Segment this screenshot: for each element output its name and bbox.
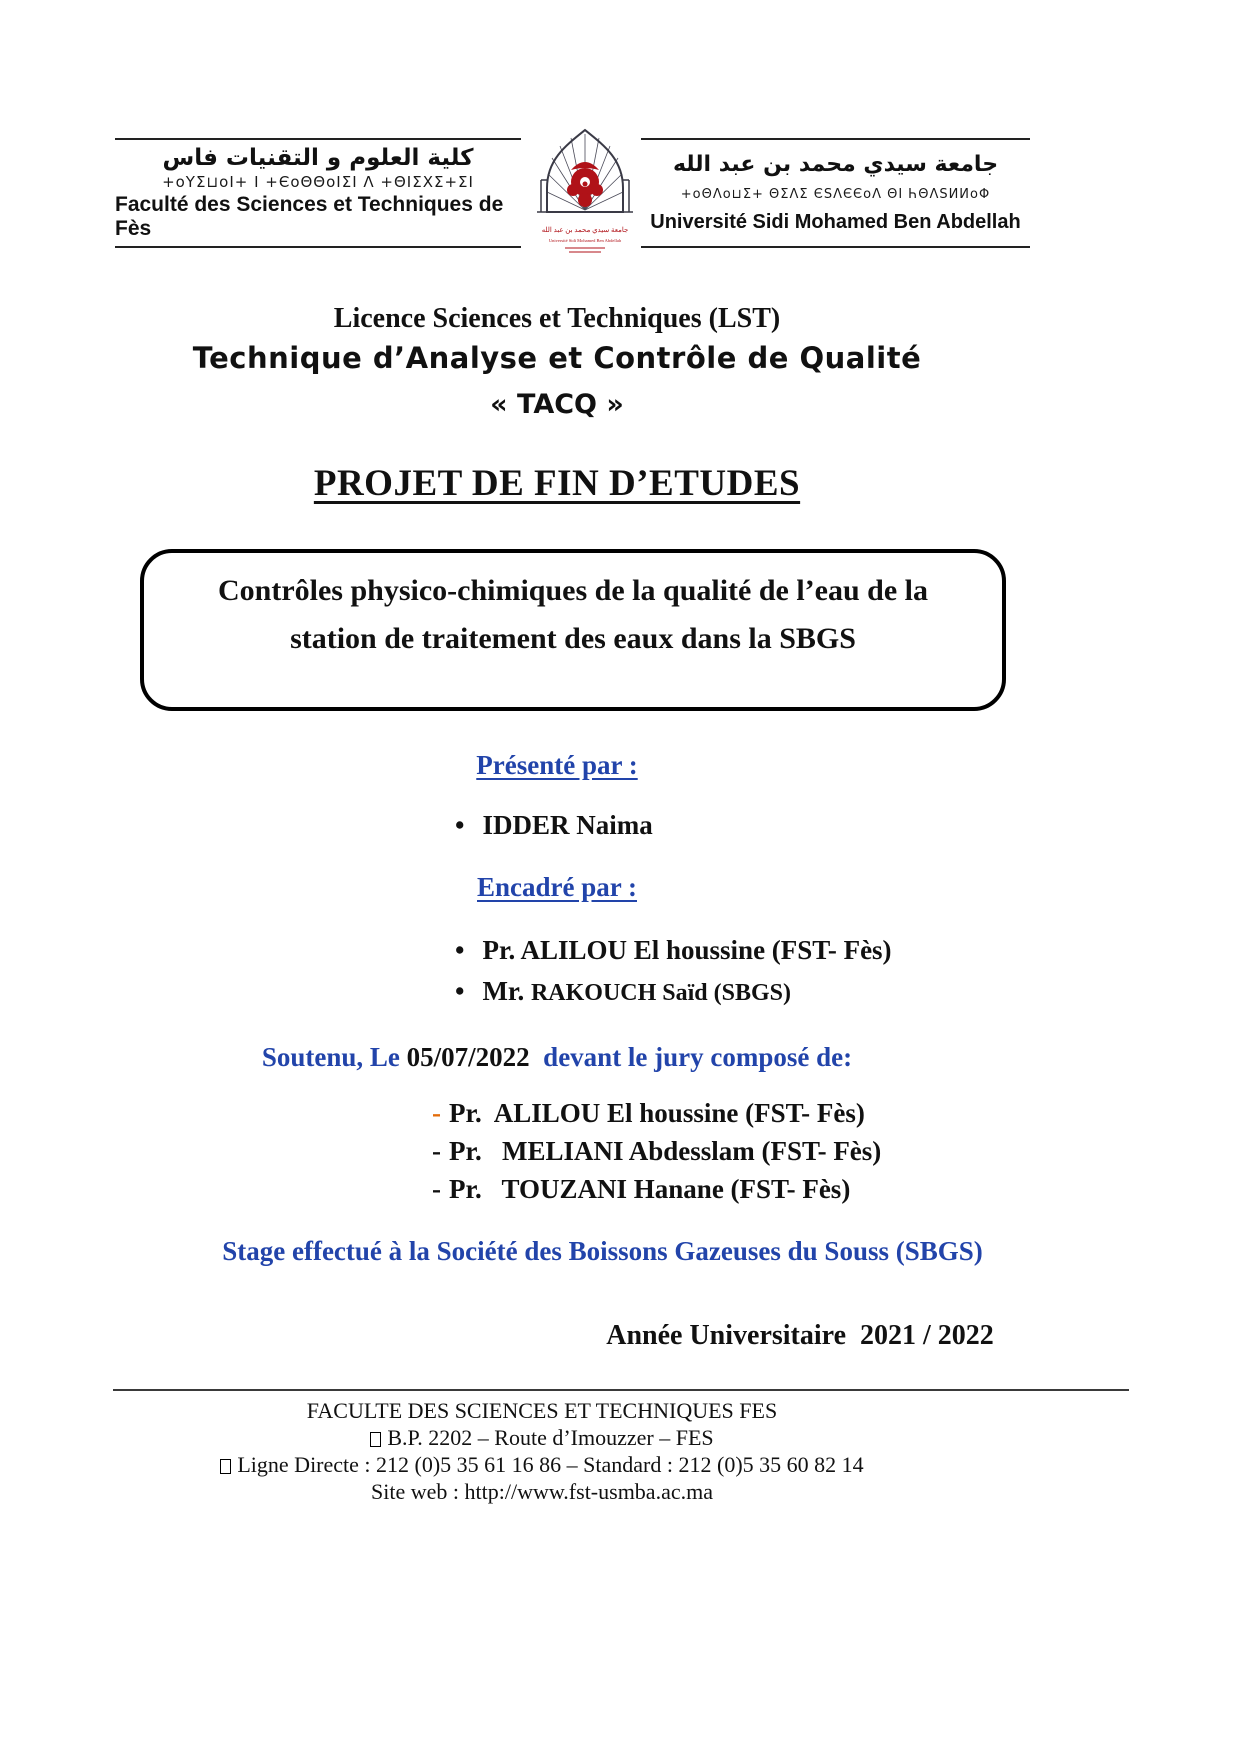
jury-member	[432, 1094, 881, 1132]
footer	[0, 1397, 1084, 1505]
bullet-icon: •	[455, 935, 465, 965]
phone-glyph-box-icon	[220, 1459, 231, 1474]
footer-address-line	[0, 1424, 1084, 1451]
footer-institution-line: FACULTE DES SCIENCES ET TECHNIQUES FES	[306, 1398, 778, 1423]
defense-suffix: devant le jury composé de:	[529, 1042, 853, 1072]
jury-member-name: Pr. TOUZANI Hanane (FST- Fès)	[449, 1174, 851, 1204]
jury-member-name: Pr. MELIANI Abdesslam (FST- Fès)	[449, 1136, 882, 1166]
dash-icon: -	[432, 1174, 441, 1204]
footer-divider	[113, 1389, 1129, 1391]
faculty-block	[115, 138, 521, 248]
supervisor-item	[455, 930, 892, 971]
logo-caption-french: Université Sidi Mohamed Ben Abdellah	[548, 238, 622, 243]
thesis-title-box	[140, 549, 1006, 711]
thesis-title-line1: Contrôles physico-chimiques de la qualité de l’eau de la	[217, 574, 929, 607]
degree-line: Licence Sciences et Techniques (LST)	[333, 303, 781, 334]
faculty-name-french: Faculté des Sciences et Techniques de Fès	[115, 193, 510, 240]
supervisor-name: RAKOUCH Saïd (SBGS)	[530, 980, 792, 1006]
dash-icon: -	[432, 1136, 441, 1166]
program-line: Technique d’Analyse et Contrôle de Qualité	[192, 341, 922, 375]
university-name-arabic: جامعة سيدي محمد بن عبد الله	[672, 152, 999, 178]
supervisor-name: ALILOU El houssine (FST- Fès)	[520, 935, 892, 965]
footer-phone-text: Ligne Directe : 212 (0)5 35 61 16 86 – Standard : 212 (0)5 35 60 82 14	[237, 1452, 864, 1477]
supervisor-title: Pr.	[482, 935, 521, 965]
logo-caption-arabic: جامعة سيدي محمد بن عبد الله	[541, 226, 629, 234]
jury-member-name: Pr. ALILOU El houssine (FST- Fès)	[449, 1098, 865, 1128]
university-block	[641, 138, 1030, 248]
author-item	[455, 810, 653, 841]
report-type-heading: PROJET DE FIN D’ETUDES	[313, 463, 801, 504]
program-acronym: « TACQ »	[490, 389, 624, 420]
supervisor-title: Mr.	[482, 976, 531, 1006]
footer-address-text: B.P. 2202 – Route d’Imouzzer – FES	[387, 1425, 714, 1450]
thesis-title-line2: station de traitement des eaux dans la SBGS	[290, 622, 856, 655]
bullet-icon: •	[455, 976, 465, 1006]
jury-member	[432, 1170, 881, 1208]
jury-list	[432, 1094, 881, 1208]
defense-prefix: Soutenu, Le	[261, 1042, 407, 1072]
letterhead	[115, 138, 1030, 248]
academic-year: Année Universitaire 2021 / 2022	[606, 1320, 994, 1351]
university-name-french: Université Sidi Mohamed Ben Abdellah	[650, 210, 1021, 233]
defense-date: 05/07/2022	[406, 1042, 530, 1072]
bullet-icon: •	[455, 810, 465, 840]
university-logo-emblem	[535, 126, 635, 260]
internship-line: Stage effectué à la Société des Boissons Gazeuses du Souss (SBGS)	[222, 1236, 983, 1266]
presented-by-label: Présenté par :	[476, 750, 638, 780]
faculty-name-tifinagh: +oYΣ⊔oI+ I +ЄoΘΘoIΣI Λ +ΘIΣXΣ+ΣI	[162, 173, 474, 191]
faculty-name-arabic: كلية العلوم و التقنيات فاس	[162, 145, 474, 171]
jury-member	[432, 1132, 881, 1170]
footer-website-line: Site web : http://www.fst-usmba.ac.ma	[371, 1479, 713, 1504]
author-name: IDDER Naima	[482, 810, 653, 840]
university-logo	[535, 126, 635, 260]
supervisor-list	[455, 930, 892, 1014]
university-name-tifinagh: +oΘΛo⊔Σ+ ΘΣΛΣ ЄЅΛЄЄoΛ ΘI ҺΘΛЅИИoΦ	[680, 186, 991, 202]
envelope-glyph-box-icon	[370, 1432, 381, 1447]
defense-line	[0, 1042, 1114, 1073]
supervised-by-label: Encadré par :	[477, 872, 637, 902]
supervisor-item	[455, 971, 892, 1014]
footer-phone-line	[0, 1451, 1084, 1478]
dash-icon: -	[432, 1098, 441, 1128]
